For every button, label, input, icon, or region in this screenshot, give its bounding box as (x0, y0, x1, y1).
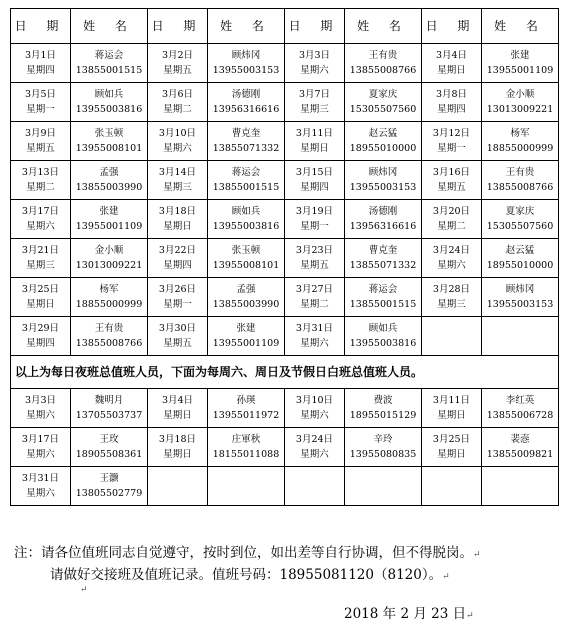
date-cell (11, 278, 71, 317)
date-cell (422, 317, 482, 356)
date-cell (285, 389, 345, 428)
phone-number: 13855006728 (486, 410, 554, 421)
person-name: 辛玲 (373, 434, 393, 445)
phone-number: 13705503737 (75, 410, 143, 421)
date-cell (11, 122, 71, 161)
date-text: 3月5日 (24, 89, 57, 100)
date-text: 3月4日 (435, 50, 468, 61)
weekday-text: 星期一 (437, 143, 466, 154)
date-cell (148, 317, 208, 356)
weekday-text: 星期六 (300, 65, 329, 76)
phone-number: 13855001515 (212, 182, 280, 193)
date-text: 3月30日 (158, 323, 197, 334)
date-cell (148, 83, 208, 122)
date-cell (285, 200, 345, 239)
person-name: 汤德刚 (368, 206, 398, 217)
date-text: 3月12日 (432, 128, 471, 139)
date-text: 3月24日 (432, 245, 471, 256)
date-cell (11, 389, 71, 428)
person-cell (208, 467, 285, 506)
phone-number: 13956316616 (212, 104, 280, 115)
duty-roster-table (10, 8, 559, 506)
person-cell (482, 122, 559, 161)
phone-number: 15305507560 (349, 104, 417, 115)
person-cell (208, 122, 285, 161)
date-text: 3月23日 (295, 245, 334, 256)
weekday-text: 星期五 (163, 338, 192, 349)
header-row (11, 9, 559, 44)
person-cell (482, 278, 559, 317)
weekday-text: 星期三 (300, 104, 329, 115)
weekday-text: 星期六 (26, 410, 55, 421)
date-text: 3月10日 (295, 395, 334, 406)
date-text: 3月16日 (432, 167, 471, 178)
person-cell (208, 428, 285, 467)
person-name: 夏家庆 (368, 89, 398, 100)
date-cell (148, 428, 208, 467)
phone-number: 18155011088 (212, 449, 280, 460)
date-cell (148, 161, 208, 200)
date-cell (11, 200, 71, 239)
person-name: 金小顺 (94, 245, 124, 256)
person-name: 顾如兵 (94, 89, 124, 100)
date-text: 3月13日 (21, 167, 60, 178)
person-cell (345, 122, 422, 161)
person-name: 蒋运会 (368, 284, 398, 295)
date-text: 3月7日 (298, 89, 331, 100)
person-cell (71, 44, 148, 83)
roster-row (11, 467, 559, 506)
person-name: 张建 (510, 50, 530, 61)
person-name: 王有贵 (505, 167, 535, 178)
date-cell (148, 389, 208, 428)
person-name: 费波 (373, 395, 393, 406)
date-text: 3月22日 (158, 245, 197, 256)
date-text: 3月10日 (158, 128, 197, 139)
date-cell (11, 44, 71, 83)
roster-row (11, 428, 559, 467)
date-cell (422, 389, 482, 428)
person-name: 曹克奎 (368, 245, 398, 256)
weekday-text: 星期日 (437, 410, 466, 421)
person-cell (71, 161, 148, 200)
date-text: 3月1日 (24, 50, 57, 61)
date-cell (11, 317, 71, 356)
phone-number: 13955008101 (75, 143, 143, 154)
person-cell (345, 467, 422, 506)
person-cell (345, 239, 422, 278)
date-cell (285, 83, 345, 122)
date-cell (422, 428, 482, 467)
weekday-text: 星期日 (163, 221, 192, 232)
person-cell (482, 428, 559, 467)
date-text: 3月21日 (21, 245, 60, 256)
footer-note-line2 (50, 563, 450, 583)
date-text: 3月19日 (295, 206, 334, 217)
person-name: 金小顺 (505, 89, 535, 100)
date-cell (11, 83, 71, 122)
name-header: 姓 名 (482, 9, 559, 44)
person-cell (345, 83, 422, 122)
person-cell (71, 278, 148, 317)
weekday-text: 星期三 (26, 260, 55, 271)
person-cell (208, 200, 285, 239)
date-cell (422, 200, 482, 239)
person-cell (208, 161, 285, 200)
date-cell (148, 122, 208, 161)
person-cell (208, 389, 285, 428)
phone-number: 18955010000 (349, 143, 417, 154)
date-cell (285, 428, 345, 467)
weekday-text: 星期二 (437, 221, 466, 232)
date-cell (148, 239, 208, 278)
person-cell (208, 239, 285, 278)
phone-number: 18905508361 (75, 449, 143, 460)
roster-row (11, 122, 559, 161)
person-cell (208, 317, 285, 356)
weekday-text: 星期五 (437, 182, 466, 193)
person-name: 曹克奎 (231, 128, 261, 139)
person-name: 顾炜冈 (505, 284, 535, 295)
person-name: 魏明月 (94, 395, 124, 406)
phone-number: 13955003816 (75, 104, 143, 115)
date-text: 3月29日 (21, 323, 60, 334)
weekday-text: 星期日 (300, 143, 329, 154)
person-name: 王有贵 (368, 50, 398, 61)
phone-number: 13805502779 (75, 488, 143, 499)
weekday-text: 星期日 (163, 449, 192, 460)
weekday-text: 星期日 (437, 65, 466, 76)
weekday-text: 星期六 (26, 488, 55, 499)
person-cell (345, 161, 422, 200)
phone-number: 15305507560 (486, 221, 554, 232)
date-header: 日 期 (11, 9, 71, 44)
phone-number: 13955003816 (349, 338, 417, 349)
roster-row (11, 317, 559, 356)
weekday-text: 星期六 (300, 449, 329, 460)
roster-row (11, 200, 559, 239)
date-text: 3月9日 (24, 128, 57, 139)
date-text: 3月25日 (432, 434, 471, 445)
phone-number: 18855000999 (486, 143, 554, 154)
date-cell (148, 44, 208, 83)
person-cell (345, 278, 422, 317)
person-name: 杨军 (99, 284, 119, 295)
date-text: 3月11日 (295, 128, 334, 139)
roster-row (11, 278, 559, 317)
person-name: 张建 (99, 206, 119, 217)
weekday-text: 星期日 (437, 449, 466, 460)
phone-number: 13955001109 (486, 65, 554, 76)
date-text: 3月4日 (161, 395, 194, 406)
person-cell (482, 467, 559, 506)
weekday-text: 星期日 (26, 299, 55, 310)
weekday-text: 星期六 (437, 260, 466, 271)
phone-number: 13955001109 (75, 221, 143, 232)
person-name: 王灏 (99, 473, 119, 484)
person-name: 王玫 (99, 434, 119, 445)
roster-row (11, 161, 559, 200)
phone-number: 13955003153 (212, 65, 280, 76)
person-name: 孟强 (236, 284, 256, 295)
person-cell (482, 44, 559, 83)
footer-note-text: 注：请各位值班同志自觉遵守，按时到位，如出差等自行协调，但不得脱岗。 (14, 545, 473, 561)
phone-number: 13855001515 (75, 65, 143, 76)
phone-number: 13955011972 (212, 410, 280, 421)
date-text: 3月3日 (24, 395, 57, 406)
person-cell (208, 44, 285, 83)
person-name: 庄軍秋 (231, 434, 261, 445)
return-mark: ↵ (473, 550, 481, 560)
person-name: 王有贵 (94, 323, 124, 334)
person-name: 赵云猛 (505, 245, 535, 256)
phone-number: 13855071332 (349, 260, 417, 271)
phone-number: 13855009821 (486, 449, 554, 460)
date-cell (148, 278, 208, 317)
name-header: 姓 名 (345, 9, 422, 44)
date-cell (422, 83, 482, 122)
person-cell (71, 239, 148, 278)
issue-date (344, 602, 474, 622)
person-cell (482, 239, 559, 278)
roster-row (11, 44, 559, 83)
person-name: 蒋运会 (231, 167, 261, 178)
weekday-text: 星期四 (26, 65, 55, 76)
date-text: 3月14日 (158, 167, 197, 178)
weekday-text: 星期五 (163, 65, 192, 76)
weekday-text: 星期六 (163, 143, 192, 154)
person-cell (71, 317, 148, 356)
date-text: 3月26日 (158, 284, 197, 295)
date-cell (148, 200, 208, 239)
date-text: 3月28日 (432, 284, 471, 295)
date-cell (285, 239, 345, 278)
phone-number: 18955015129 (349, 410, 417, 421)
name-header: 姓 名 (208, 9, 285, 44)
person-cell (71, 200, 148, 239)
date-text: 3月17日 (21, 434, 60, 445)
date-text: 3月25日 (21, 284, 60, 295)
date-text: 3月27日 (295, 284, 334, 295)
date-cell (422, 161, 482, 200)
phone-number: 13013009221 (75, 260, 143, 271)
weekday-text: 星期五 (26, 143, 55, 154)
return-mark: ↵ (442, 572, 450, 582)
weekday-text: 星期六 (300, 410, 329, 421)
date-header: 日 期 (148, 9, 208, 44)
person-name: 顾如兵 (231, 206, 261, 217)
footer-note-text: 请做好交接班及值班记录。值班号码：18955081120（8120）。 (50, 567, 443, 583)
weekday-text: 星期二 (163, 104, 192, 115)
date-text: 3月18日 (158, 434, 197, 445)
note-text: 以上为每日夜班总值班人员，下面为每周六、周日及节假日白班总值班人员。 (11, 356, 559, 389)
person-cell (208, 83, 285, 122)
phone-number: 18955010000 (486, 260, 554, 271)
person-name: 孙瑛 (236, 395, 256, 406)
date-cell (285, 122, 345, 161)
date-cell (11, 467, 71, 506)
phone-number: 13955008101 (212, 260, 280, 271)
date-text: 3月15日 (295, 167, 334, 178)
phone-number: 13955003153 (486, 299, 554, 310)
date-cell (11, 161, 71, 200)
person-name: 杨军 (510, 128, 530, 139)
date-text: 3月18日 (158, 206, 197, 217)
phone-number: 13855001515 (349, 299, 417, 310)
phone-number: 13013009221 (486, 104, 554, 115)
anchor-mark: ↵ (80, 585, 88, 595)
person-cell (482, 83, 559, 122)
date-cell (148, 467, 208, 506)
phone-number: 13956316616 (349, 221, 417, 232)
person-name: 张玉顿 (94, 128, 124, 139)
person-name: 顾炜冈 (231, 50, 261, 61)
phone-number: 13955003153 (349, 182, 417, 193)
person-cell (71, 122, 148, 161)
person-cell (71, 389, 148, 428)
date-text: 3月20日 (432, 206, 471, 217)
phone-number: 13955080835 (349, 449, 417, 460)
date-cell (285, 44, 345, 83)
date-cell (422, 239, 482, 278)
person-cell (345, 428, 422, 467)
person-cell (345, 317, 422, 356)
date-cell (422, 44, 482, 83)
weekday-text: 星期四 (163, 260, 192, 271)
weekday-text: 星期六 (26, 221, 55, 232)
person-name: 孟强 (99, 167, 119, 178)
roster-row (11, 83, 559, 122)
phone-number: 13855003990 (75, 182, 143, 193)
person-cell (345, 44, 422, 83)
weekday-text: 星期五 (300, 260, 329, 271)
date-text: 3月24日 (295, 434, 334, 445)
date-text: 3月2日 (161, 50, 194, 61)
weekday-text: 星期一 (163, 299, 192, 310)
phone-number: 18855000999 (75, 299, 143, 310)
date-header: 日 期 (285, 9, 345, 44)
return-mark: ↵ (466, 611, 474, 621)
weekday-text: 星期一 (26, 104, 55, 115)
person-cell (71, 467, 148, 506)
phone-number: 13855008766 (75, 338, 143, 349)
date-text: 3月3日 (298, 50, 331, 61)
weekday-text: 星期日 (163, 410, 192, 421)
weekday-text: 星期四 (300, 182, 329, 193)
person-name: 张玉顿 (231, 245, 261, 256)
date-cell (285, 467, 345, 506)
date-cell (285, 278, 345, 317)
phone-number: 13855008766 (349, 65, 417, 76)
person-name: 顾如兵 (368, 323, 398, 334)
date-cell (11, 428, 71, 467)
weekday-text: 星期六 (26, 449, 55, 460)
person-cell (345, 200, 422, 239)
phone-number: 13855003990 (212, 299, 280, 310)
date-cell (422, 122, 482, 161)
weekday-text: 星期四 (26, 338, 55, 349)
date-text: 3月8日 (435, 89, 468, 100)
person-cell (482, 200, 559, 239)
date-text: 3月31日 (21, 473, 60, 484)
date-text: 3月17日 (21, 206, 60, 217)
person-name: 赵云猛 (368, 128, 398, 139)
person-cell (345, 389, 422, 428)
weekday-text: 星期四 (437, 104, 466, 115)
name-header: 姓 名 (71, 9, 148, 44)
footer-note-line1 (14, 541, 481, 561)
note-row (11, 356, 559, 389)
weekday-text: 星期三 (163, 182, 192, 193)
person-name: 夏家庆 (505, 206, 535, 217)
person-cell (71, 83, 148, 122)
weekday-text: 星期二 (26, 182, 55, 193)
date-header: 日 期 (422, 9, 482, 44)
person-name: 汤德刚 (231, 89, 261, 100)
person-name: 李红英 (505, 395, 535, 406)
person-name: 蒋运会 (94, 50, 124, 61)
date-text: 3月31日 (295, 323, 334, 334)
person-name: 裴悫 (510, 434, 530, 445)
date-text: 3月11日 (432, 395, 471, 406)
date-cell (285, 161, 345, 200)
person-cell (482, 317, 559, 356)
person-cell (482, 161, 559, 200)
date-cell (11, 239, 71, 278)
roster-row (11, 389, 559, 428)
date-text: 3月6日 (161, 89, 194, 100)
date-cell (285, 317, 345, 356)
weekday-text: 星期二 (300, 299, 329, 310)
issue-date-text: 2018 年 2 月 23 日 (344, 606, 467, 622)
weekday-text: 星期三 (437, 299, 466, 310)
phone-number: 13855071332 (212, 143, 280, 154)
person-cell (482, 389, 559, 428)
date-cell (422, 467, 482, 506)
phone-number: 13855008766 (486, 182, 554, 193)
phone-number: 13955003816 (212, 221, 280, 232)
phone-number: 13955001109 (212, 338, 280, 349)
person-name: 张建 (236, 323, 256, 334)
person-name: 顾炜冈 (368, 167, 398, 178)
person-cell (71, 428, 148, 467)
date-cell (422, 278, 482, 317)
person-cell (208, 278, 285, 317)
weekday-text: 星期六 (300, 338, 329, 349)
roster-row (11, 239, 559, 278)
weekday-text: 星期一 (300, 221, 329, 232)
